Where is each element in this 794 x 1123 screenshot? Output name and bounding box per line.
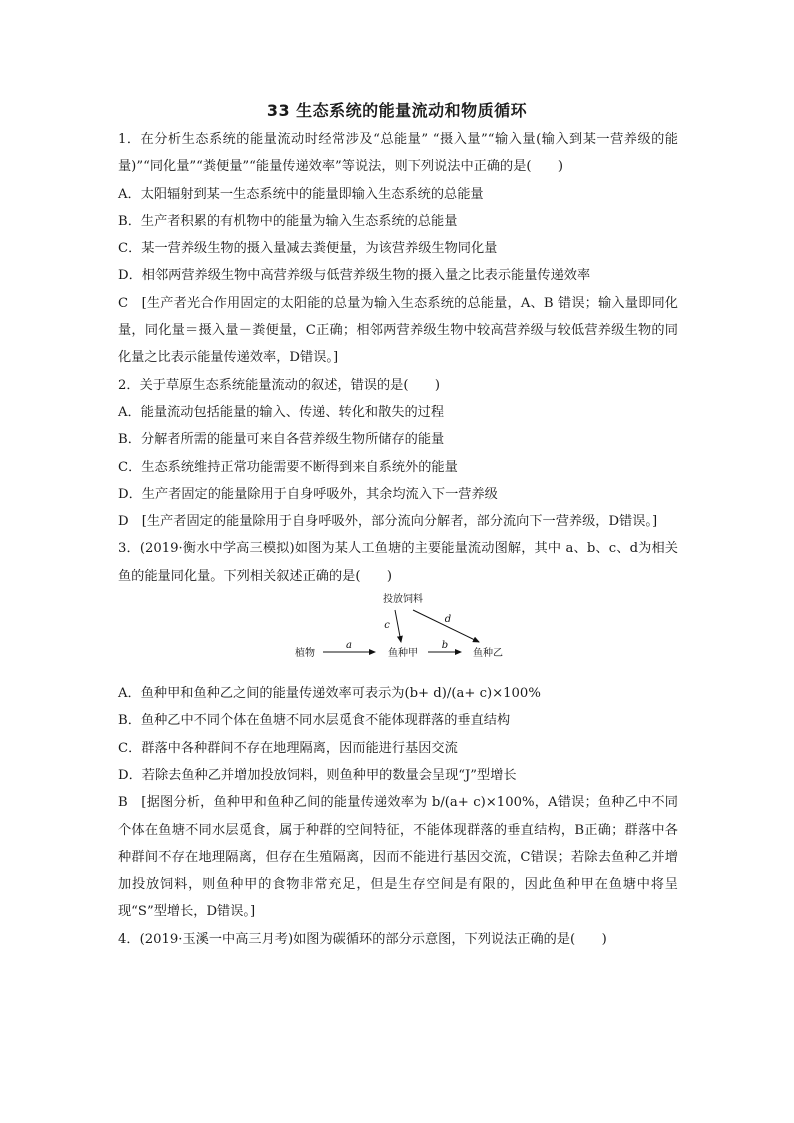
q3-answer: B [据图分析，鱼种甲和鱼种乙间的能量传递效率为 b/(a+ c)×100%，A错误；鱼种乙中不同个体在鱼塘不同水层觅食，属于种群的空间特征，不能体现群落的垂直结构，B正确；群落中各种群间不存在地理隔离，但存在生殖隔离，因而不能进行基因交流，C错误；若除去鱼种乙并增加投放饲料，则鱼种甲的食物非常充足，但是生存空间是有限的，因此鱼种甲在鱼塘中将呈现“S”型增长，D错误。] xyxy=(118,795,678,920)
node-plant: 植物 xyxy=(295,648,315,660)
energy-flow-diagram xyxy=(118,590,678,680)
document-body xyxy=(118,126,678,953)
page-title: 33 生态系统的能量流动和物质循环 xyxy=(266,101,528,120)
label-b: b xyxy=(441,640,449,652)
q1-option-b: B．生产者积累的有机物中的能量为输入生态系统的总能量 xyxy=(118,213,458,229)
q3-option-a: A．鱼种甲和鱼种乙之间的能量传递效率可表示为(b+ d)/(a+ c)×100% xyxy=(118,686,541,702)
question-3: 3．(2019·衡水中学高三模拟)如图为某人工鱼塘的主要能量流动图解，其中 a、b、c、d为相关鱼的能量同化量。下列相关叙述正确的是( ) xyxy=(118,541,678,584)
label-a: a xyxy=(346,640,352,652)
q3-option-b: B．鱼种乙中不同个体在鱼塘不同水层觅食不能体现群落的垂直结构 xyxy=(118,713,511,729)
q3-option-d: D．若除去鱼种乙并增加投放饲料，则鱼种甲的数量会呈现“J”型增长 xyxy=(118,767,517,783)
node-feed: 投放饲料 xyxy=(383,594,423,606)
q1-option-c: C．某一营养级生物的摄入量减去粪便量，为该营养级生物同化量 xyxy=(118,241,498,257)
q3-option-c: C．群落中各种群间不存在地理隔离，因而能进行基因交流 xyxy=(118,740,458,756)
node-fish-a: 鱼种甲 xyxy=(388,648,418,660)
q2-option-a: A．能量流动包括能量的输入、传递、转化和散失的过程 xyxy=(118,404,445,420)
question-2: 2．关于草原生态系统能量流动的叙述，错误的是( ) xyxy=(118,377,440,393)
label-d: d xyxy=(444,614,452,626)
q2-answer: D [生产者固定的能量除用于自身呼吸外，部分流向分解者，部分流向下一营养级，D错误。] xyxy=(118,514,658,530)
q2-option-d: D．生产者固定的能量除用于自身呼吸外，其余均流入下一营养级 xyxy=(118,486,498,502)
label-c: c xyxy=(384,620,390,632)
node-fish-b: 鱼种乙 xyxy=(473,648,503,660)
q1-option-a: A．太阳辐射到某一生态系统中的能量即输入生态系统的总能量 xyxy=(118,186,484,202)
energy-flow-svg xyxy=(283,590,513,680)
question-4: 4．(2019·玉溪一中高三月考)如图为碳循环的部分示意图，下列说法正确的是( ) xyxy=(118,931,607,947)
arrow-feed-to-fish-a xyxy=(395,610,401,642)
q2-option-b: B．分解者所需的能量可来自各营养级生物所储存的能量 xyxy=(118,432,445,448)
q1-answer: C [生产者光合作用固定的太阳能的总量为输入生态系统的总能量，A、B 错误；输入量即同化量，同化量＝摄入量－粪便量，C正确；相邻两营养级生物中较高营养级与较低营养级生物的同化量之比表示能量传递效率，D错误。] xyxy=(118,295,678,366)
q1-option-d: D．相邻两营养级生物中高营养级与低营养级生物的摄入量之比表示能量传递效率 xyxy=(118,268,591,284)
question-1: 1．在分析生态系统的能量流动时经常涉及“总能量” “摄入量”“输入量(输入到某一营养级的能量)”“同化量”“粪便量”“能量传递效率”等说法，则下列说法中正确的是( ) xyxy=(118,132,678,175)
q2-option-c: C．生态系统维持正常功能需要不断得到来自系统外的能量 xyxy=(118,459,458,475)
